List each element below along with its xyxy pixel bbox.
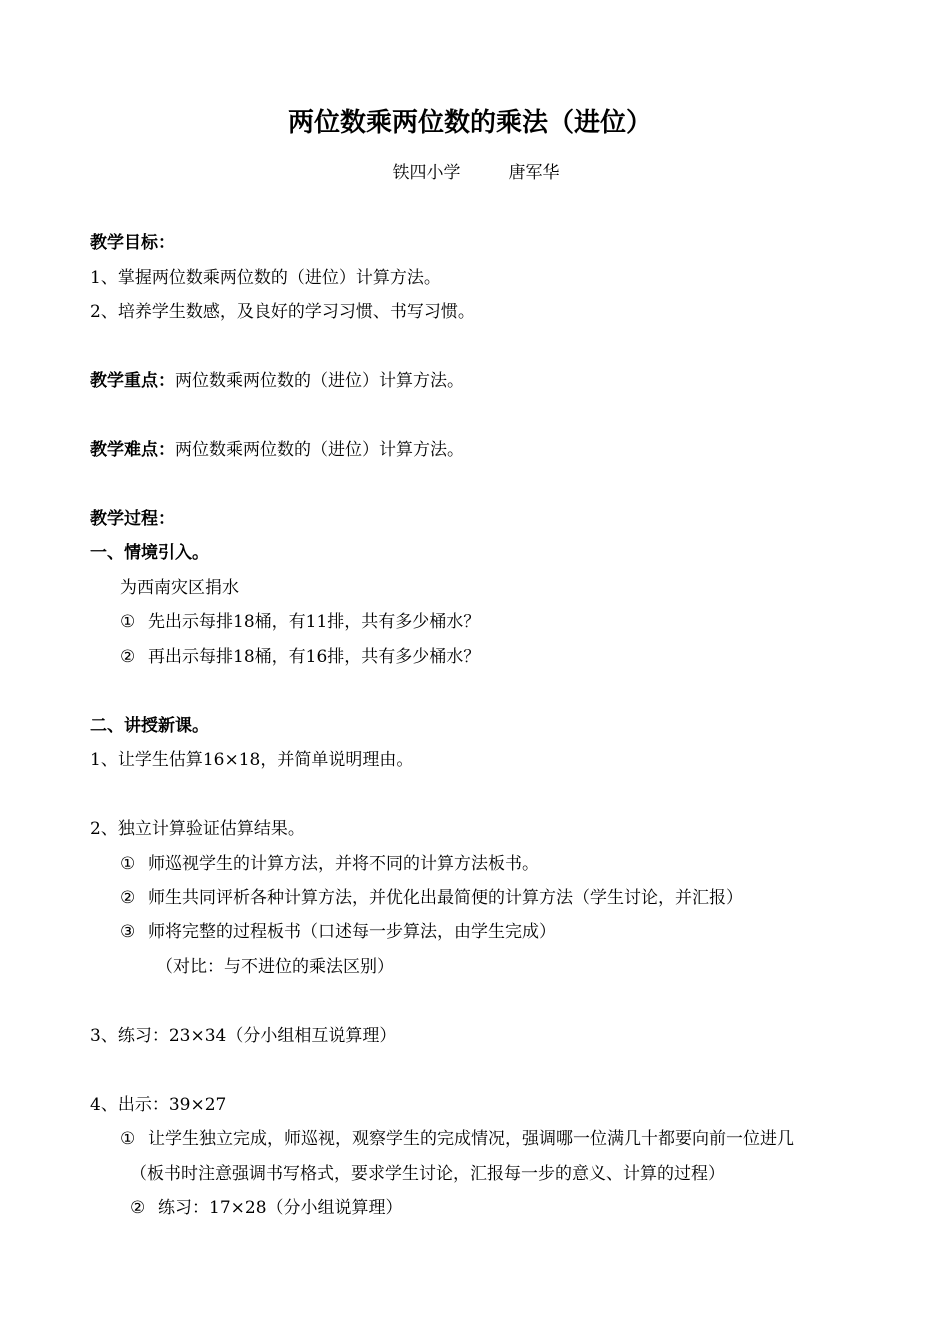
item-marker: ② <box>120 888 136 908</box>
step4-item <box>120 1128 794 1150</box>
item-marker: ③ <box>120 922 136 942</box>
school-name: 铁四小学 <box>392 163 461 183</box>
key-point-label: 教学重点： <box>90 371 175 391</box>
section2-step2: 2、独立计算验证估算结果。 <box>90 819 305 839</box>
item-marker: ① <box>120 854 136 874</box>
item-marker: ② <box>130 1198 146 1218</box>
item-marker: ② <box>120 647 136 667</box>
item-marker: ① <box>120 1129 136 1149</box>
step2-note: （对比：与不进位的乘法区别） <box>156 957 394 977</box>
step2-item <box>120 921 556 943</box>
objectives-heading: 教学目标： <box>90 233 175 253</box>
key-point <box>90 370 464 392</box>
document-title: 两位数乘两位数的乘法（进位） <box>287 108 652 138</box>
item-text: 先出示每排18桶，有11排，共有多少桶水？ <box>148 612 481 632</box>
section2-heading: 二、讲授新课。 <box>90 716 209 736</box>
objective-item: 2、培养学生数感，及良好的学习习惯、书写习惯。 <box>90 302 475 322</box>
item-text: 练习：17×28（分小组说算理） <box>158 1198 403 1218</box>
section1-item <box>120 611 480 633</box>
author-name: 唐军华 <box>508 163 560 183</box>
item-marker: ① <box>120 612 136 632</box>
step4-note: （板书时注意强调书写格式，要求学生讨论，汇报每一步的意义、计算的过程） <box>130 1164 725 1184</box>
objective-item: 1、掌握两位数乘两位数的（进位）计算方法。 <box>90 268 441 288</box>
section2-step1: 1、让学生估算16×18，并简单说明理由。 <box>90 750 414 770</box>
item-text: 让学生独立完成，师巡视，观察学生的完成情况，强调哪一位满几十都要向前一位进几 <box>148 1129 794 1149</box>
item-text: 师巡视学生的计算方法，并将不同的计算方法板书。 <box>148 854 539 874</box>
section2-step4: 4、出示：39×27 <box>90 1095 227 1115</box>
item-text: 师将完整的过程板书（口述每一步算法，由学生完成） <box>148 922 556 942</box>
difficulty <box>90 439 464 461</box>
section1-item <box>120 646 480 668</box>
section2-step3: 3、练习：23×34（分小组相互说算理） <box>90 1026 397 1046</box>
difficulty-text: 两位数乘两位数的（进位）计算方法。 <box>175 440 464 460</box>
byline <box>0 162 950 184</box>
item-text: 再出示每排18桶，有16排，共有多少桶水？ <box>148 647 481 667</box>
step2-item <box>120 887 743 909</box>
section1-intro: 为西南灾区捐水 <box>120 578 239 598</box>
process-heading: 教学过程： <box>90 509 175 529</box>
step4-item <box>130 1197 403 1219</box>
step2-item <box>120 853 539 875</box>
key-point-text: 两位数乘两位数的（进位）计算方法。 <box>175 371 464 391</box>
difficulty-label: 教学难点： <box>90 440 175 460</box>
item-text: 师生共同评析各种计算方法，并优化出最简便的计算方法（学生讨论，并汇报） <box>148 888 743 908</box>
section1-heading: 一、情境引入。 <box>90 543 209 563</box>
